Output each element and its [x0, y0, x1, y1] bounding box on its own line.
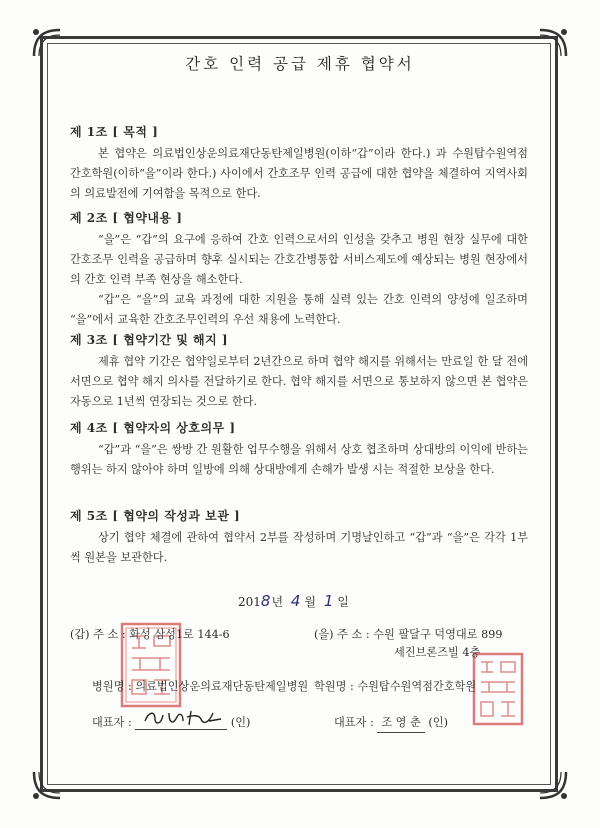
contract-date	[238, 592, 349, 610]
article-5	[70, 506, 528, 568]
corner-ornament-icon	[536, 768, 570, 802]
article-paragraph: “갑”과 “을”은 쌍방 간 원활한 업무수행을 위해서 상호 협조하며 상대방의 이익에 반하는 행위는 하지 않아야 하며 일방에 의해 상대방에게 손해가 발생 시는 적절한 보상을 한다.	[70, 443, 528, 476]
document-title: 간호 인력 공급 제휴 협약서	[185, 55, 415, 73]
date-year-suffix: 년	[271, 595, 284, 609]
article-paragraph: 본 협약은 의료법인상운의료재단동탄제일병원(이하“갑”이라 한다.) 과 수원탑수원역점간호학원(이하“을”이라 한다.) 사이에서 간호조무 인력 공급에 대한 협약을 체결하여 지역사회의 의료발전에 기여함을 목적으로 한다.	[70, 147, 528, 200]
party-b-rep-label: 대표자 :	[334, 716, 374, 729]
party-b-rep-row	[334, 714, 448, 733]
party-a-rep-row	[92, 714, 250, 732]
date-day-suffix: 일	[337, 595, 349, 609]
party-a-hospital-label: 병원명 :	[92, 680, 132, 693]
party-a-address-label: (갑) 주 소 :	[70, 628, 126, 641]
date-day-handwritten: 1	[323, 592, 334, 610]
party-b-address-label: (을) 주 소 :	[314, 628, 370, 641]
party-a-signature-line	[135, 715, 227, 730]
party-a-hospital-name: 의료법인상운의료재단동탄제일병원	[135, 680, 309, 693]
party-a-hospital-row	[92, 678, 308, 696]
party-b-academy-name: 수원탑수원역점간호학원	[357, 680, 477, 693]
article-4	[70, 418, 528, 480]
party-b-seal-stamp	[472, 652, 524, 726]
party-a-seal-mark: (인)	[230, 716, 251, 729]
party-b-address-line1: 수원 팔달구 덕영대로 899	[373, 628, 503, 641]
article-2	[70, 208, 528, 330]
party-b-academy-row	[314, 678, 476, 696]
article-heading: 제 3조 [ 협약기간 및 해지 ]	[70, 333, 229, 347]
date-year-prefix: 201	[238, 595, 261, 609]
corner-ornament-icon	[30, 768, 64, 802]
party-b-academy-label: 학원명 :	[314, 680, 354, 693]
article-paragraph: “을”은 “갑”의 요구에 응하여 간호 인력으로서의 인성을 갖추고 병원 현장 실무에 대한 간호조무 인력을 공급하며 향후 실시되는 간호간병통합 서비스제도에 예상되는 병원 현장에서의 간호 인력 부족 현상을 해소한다.	[70, 233, 528, 286]
party-a-rep-label: 대표자 :	[92, 716, 132, 729]
article-paragraph: 제휴 협약 기간은 협약일로부터 2년간으로 하며 협약 해지를 위해서는 만료일 한 달 전에 서면으로 협약 해지 의사를 전달하기로 한다. 협약 해지를 서면으로 통보하지 않으면 본 협약은 자동으로 1년씩 연장되는 것으로 한다.	[70, 355, 528, 408]
party-b-seal-mark: (인)	[428, 716, 448, 729]
party-b-address-line2: 세진브론즈빌 4층	[394, 646, 481, 659]
party-b-address-line2-row	[394, 644, 480, 662]
party-b-rep-name: 조 영 춘	[377, 714, 425, 733]
date-year-handwritten: 8	[260, 592, 271, 610]
date-month-handwritten: 4	[290, 592, 301, 610]
party-b-address-row	[314, 626, 502, 644]
date-month-suffix: 월	[304, 595, 317, 609]
article-heading: 제 2조 [ 협약내용 ]	[70, 211, 183, 225]
party-a-address: 화성 삼성1로 144-6	[129, 628, 230, 641]
article-paragraph: 상기 협약 체결에 관하여 협약서 2부를 작성하며 기명날인하고 “갑”과 “을”은 각각 1부씩 원본을 보관한다.	[70, 531, 528, 564]
article-heading: 제 4조 [ 협약자의 상호의무 ]	[70, 421, 236, 435]
article-heading: 제 1조 [ 목적 ]	[70, 125, 159, 139]
article-heading: 제 5조 [ 협약의 작성과 보관 ]	[70, 509, 241, 523]
party-a-address-row	[70, 626, 230, 644]
article-3	[70, 330, 528, 412]
article-paragraph: “갑”은 “을”의 교육 과정에 대한 지원을 통해 실력 있는 간호 인력의 양성에 일조하며 “을”에서 교육한 간호조무인력의 우선 채용에 노력한다.	[70, 293, 528, 326]
article-1	[70, 122, 528, 204]
party-a-handwritten-signature	[143, 707, 223, 729]
